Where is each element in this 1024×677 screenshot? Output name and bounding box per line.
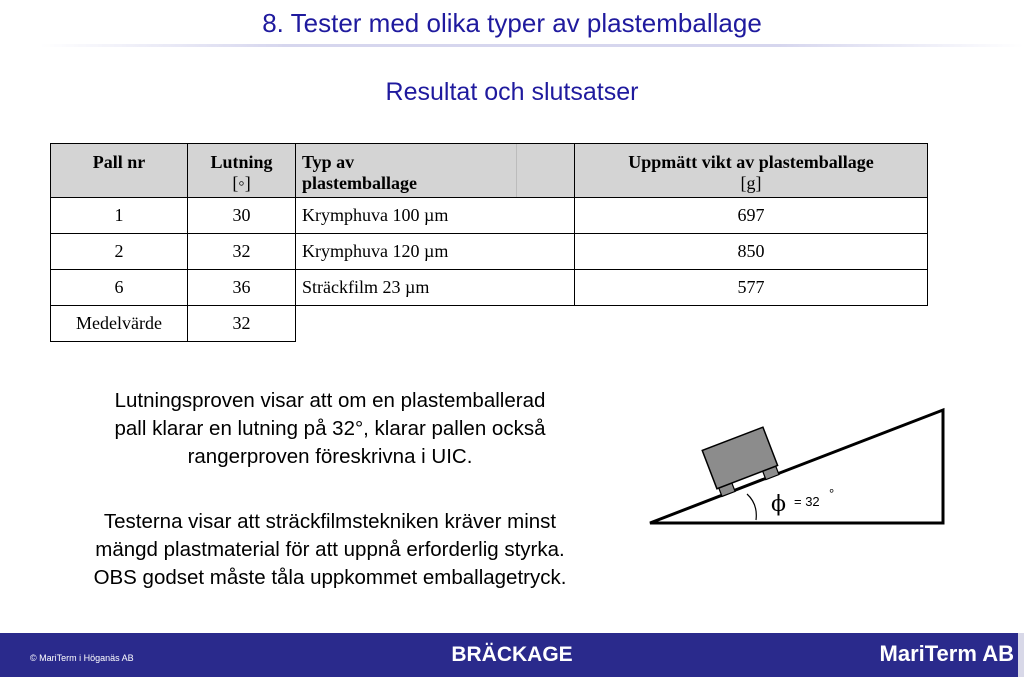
cell-typ: Sträckfilm 23 µm xyxy=(296,270,517,306)
header-vikt-label: Uppmätt vikt av plastemballage xyxy=(628,152,874,172)
cell-vikt: 577 xyxy=(575,270,928,306)
title-divider xyxy=(40,44,1024,47)
header-pall-nr: Pall nr xyxy=(51,144,188,198)
header-typ-line1: Typ av xyxy=(302,152,355,172)
footer-section-title: BRÄCKAGE xyxy=(451,643,573,666)
angle-value: = 32 xyxy=(794,494,820,509)
cell-vikt: 697 xyxy=(575,198,928,234)
footer-edge xyxy=(1018,633,1024,677)
angle-degree: ° xyxy=(829,486,835,501)
text-line: Testerna visar att sträckfilmstekniken kräver minst xyxy=(103,510,557,533)
header-lutning xyxy=(188,144,296,198)
table-row xyxy=(51,234,928,270)
header-typ xyxy=(296,144,517,198)
phi-symbol: ϕ xyxy=(771,492,786,517)
cell-typ: Krymphuva 100 µm xyxy=(296,198,517,234)
cell-medelvarde-label: Medelvärde xyxy=(51,306,188,342)
cell-empty xyxy=(517,198,575,234)
footer-copyright: © MariTerm i Höganäs AB xyxy=(30,653,134,663)
footer-brand-logo: MariTerm AB xyxy=(879,641,1014,666)
cell-empty xyxy=(517,270,575,306)
cell-pall: 6 xyxy=(51,270,188,306)
text-line: pall klarar en lutning på 32°, klarar pallen också xyxy=(114,417,546,440)
results-table xyxy=(50,143,928,342)
text-line: mängd plastmaterial för att uppnå erforderlig styrka. xyxy=(95,538,565,561)
cell-medelvarde-lutning: 32 xyxy=(188,306,296,342)
text-line: Lutningsproven visar att om en plastemballerad xyxy=(114,389,546,412)
header-lutning-unit: [◦] xyxy=(232,173,251,193)
cell-typ: Krymphuva 120 µm xyxy=(296,234,517,270)
text-line: OBS godset måste tåla uppkommet emballagetryck. xyxy=(93,566,567,589)
cell-pall: 1 xyxy=(51,198,188,234)
cell-lutning: 36 xyxy=(188,270,296,306)
table-row xyxy=(51,270,928,306)
cell-pall: 2 xyxy=(51,234,188,270)
cell-vikt: 850 xyxy=(575,234,928,270)
header-typ-line2: plastemballage xyxy=(302,173,417,193)
cell-empty xyxy=(517,234,575,270)
cell-lutning: 32 xyxy=(188,234,296,270)
incline-diagram xyxy=(645,400,950,530)
footer-bar xyxy=(0,633,1024,677)
slide-title: 8. Tester med olika typer av plastemballage xyxy=(262,8,762,38)
header-empty-cell xyxy=(517,144,575,198)
header-lutning-label: Lutning xyxy=(210,152,273,172)
cell-lutning: 30 xyxy=(188,198,296,234)
conclusion-paragraph-2 xyxy=(40,508,620,592)
table-summary-row xyxy=(51,306,928,342)
header-vikt-unit: [g] xyxy=(740,173,762,193)
table-row xyxy=(51,198,928,234)
text-line: rangerproven föreskrivna i UIC. xyxy=(187,445,473,468)
conclusion-paragraph-1 xyxy=(40,387,620,471)
slide-subtitle: Resultat och slutsatser xyxy=(385,78,639,106)
table-header-row xyxy=(51,144,928,198)
header-vikt xyxy=(575,144,928,198)
